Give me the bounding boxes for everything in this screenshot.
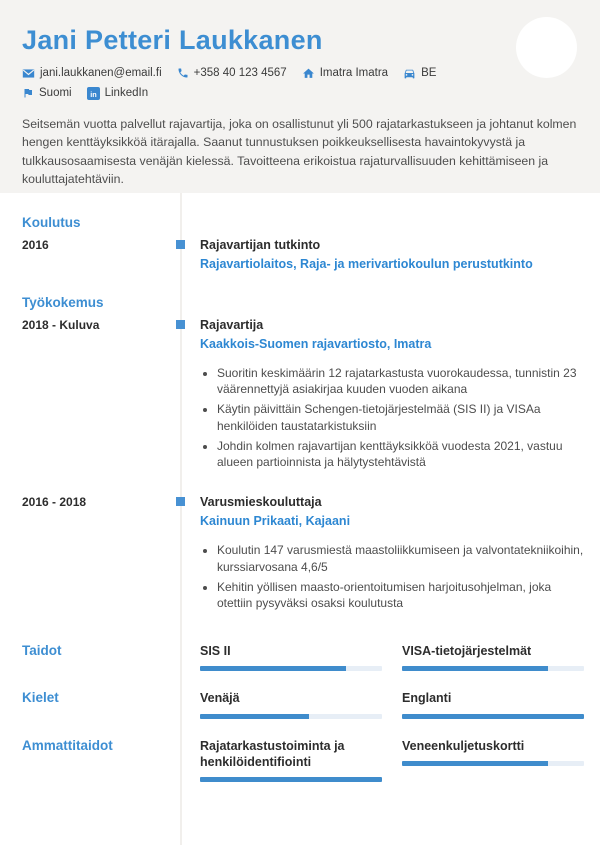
home-icon: [302, 67, 315, 80]
entry-bullet-list: [200, 542, 584, 612]
resume-header: [0, 0, 600, 193]
skill-item: [200, 643, 382, 671]
skill-label: SIS II: [200, 644, 231, 659]
contact-row: [22, 67, 492, 100]
skill-progress-fill: [200, 666, 346, 671]
nationality-text: Suomi: [39, 87, 72, 100]
location-text: Imatra Imatra: [319, 67, 389, 80]
skill-item: [402, 643, 584, 671]
section-heading-row: [0, 295, 600, 310]
skill-progress-fill: [200, 777, 382, 782]
timeline-marker: [176, 240, 185, 249]
skill-progress-fill: [402, 666, 548, 671]
entry-subtitle: Kaakkois-Suomen rajavartiosto, Imatra: [200, 336, 432, 351]
skill-progress-fill: [402, 714, 584, 719]
summary-paragraph: Seitsemän vuotta palvellut rajavartija, joka on osallistunut yli 500 rajatarkastukseen ja johtanut kolmen hengen kenttäyksikköä itärajalla. Saanut tunnustuksen poikkeuksellisesta havaintokyvystä ja tulkkausosaamisesta venäjän kielessä. Tavoitteena erikoistua rajaturvallisuuden kehittämiseen ja kouluttajatehtäviin.: [22, 116, 577, 186]
skill-progress-fill: [402, 761, 548, 766]
entry-period: 2016: [22, 238, 49, 252]
entry-subtitle: Kainuun Prikaati, Kajaani: [200, 514, 351, 529]
entry-title: Rajavartija: [200, 317, 264, 332]
section-heading-education: Koulutus: [22, 215, 81, 230]
section-heading-row: [0, 193, 600, 230]
skill-label: Englanti: [402, 691, 452, 706]
timeline-marker: [176, 320, 185, 329]
linkedin-icon: [87, 87, 100, 100]
linkedin-text: LinkedIn: [104, 87, 149, 100]
skill-progress-track: [200, 666, 382, 671]
phone-link[interactable]: [177, 67, 287, 80]
skill-group-kielet: [0, 690, 600, 718]
skill-progress-fill: [200, 714, 309, 719]
section-heading-professional-skills: Ammattitaidot: [22, 737, 113, 753]
email-link[interactable]: [22, 67, 162, 80]
email-icon: [22, 67, 35, 80]
experience-entry: [0, 317, 600, 475]
phone-text: +358 40 123 4567: [193, 67, 287, 80]
section-heading-experience: Työkokemus: [22, 294, 104, 310]
car-icon: [403, 67, 416, 80]
driving-license-text: BE: [421, 67, 437, 80]
section-heading-skills: Taidot: [22, 643, 62, 659]
skill-progress-track: [200, 714, 382, 719]
location-item: [302, 67, 388, 80]
skill-group-taidot: [0, 643, 600, 671]
bullet-item: • Kehitin yöllisen maasto-orientoitumisen harjoitusohjelman, joka otettiin pysyväksi osaksi koulutusta: [217, 579, 584, 613]
avatar: [516, 17, 577, 78]
entry-bullet-list: [200, 365, 584, 472]
skill-item: [402, 738, 584, 783]
linkedin-link[interactable]: [87, 87, 148, 100]
skill-item: [200, 690, 382, 718]
entry-title: Varusmieskouluttaja: [200, 495, 322, 510]
skill-progress-track: [402, 761, 584, 766]
bullet-item: • Koulutin 147 varusmiestä maastoliikkumiseen ja valvontatekniikoihin, kurssiarvosana 4,6/5: [217, 542, 584, 576]
entry-title: Rajavartijan tutkinto: [200, 238, 321, 252]
entry-period: 2018 - Kuluva: [22, 317, 100, 332]
skill-progress-track: [200, 777, 382, 782]
timeline-marker: [176, 497, 185, 506]
skill-group-ammattitaidot: [0, 738, 600, 783]
email-text: jani.laukkanen@email.fi: [40, 67, 162, 80]
skill-progress-track: [402, 666, 584, 671]
skill-label: Venäjä: [200, 691, 240, 706]
entry-period: 2016 - 2018: [22, 495, 87, 510]
skill-item: [200, 738, 382, 783]
skill-item: [402, 690, 584, 718]
bullet-item: • Suoritin keskimäärin 12 rajatarkastusta vuorokaudessa, tunnistin 23 väärennettyjä asiakirjaa kuuden vuoden aikana: [217, 365, 584, 399]
phone-icon: [177, 67, 189, 79]
experience-entry: [0, 494, 600, 615]
bullet-item: • Käytin päivittäin Schengen-tietojärjestelmää (SIS II) ja VISAa henkilöiden taustatarkistuksiin: [217, 401, 584, 435]
section-heading-languages: Kielet: [22, 690, 59, 706]
skill-label: VISA-tietojärjestelmät: [402, 644, 532, 659]
skill-progress-track: [402, 714, 584, 719]
bullet-item: • Johdin kolmen rajavartijan kenttäyksikköä vuodesta 2021, vastuu alueen partioinnista ja hälytystehtävistä: [217, 438, 584, 472]
driving-license-item: [403, 67, 436, 80]
skill-label: Veneenkuljetuskortti: [402, 738, 525, 753]
flag-icon: [22, 87, 34, 99]
svg-text:in: in: [89, 89, 97, 99]
resume-body: [0, 193, 600, 848]
skill-label: Rajatarkastustoiminta ja henkilöidentifiointi: [200, 738, 345, 769]
education-entry: [0, 237, 600, 273]
entry-subtitle: Rajavartiolaitos, Raja- ja merivartiokoulun perustutkinto: [200, 256, 533, 271]
page-title: Jani Petteri Laukkanen: [22, 25, 323, 55]
nationality-item: [22, 87, 72, 100]
